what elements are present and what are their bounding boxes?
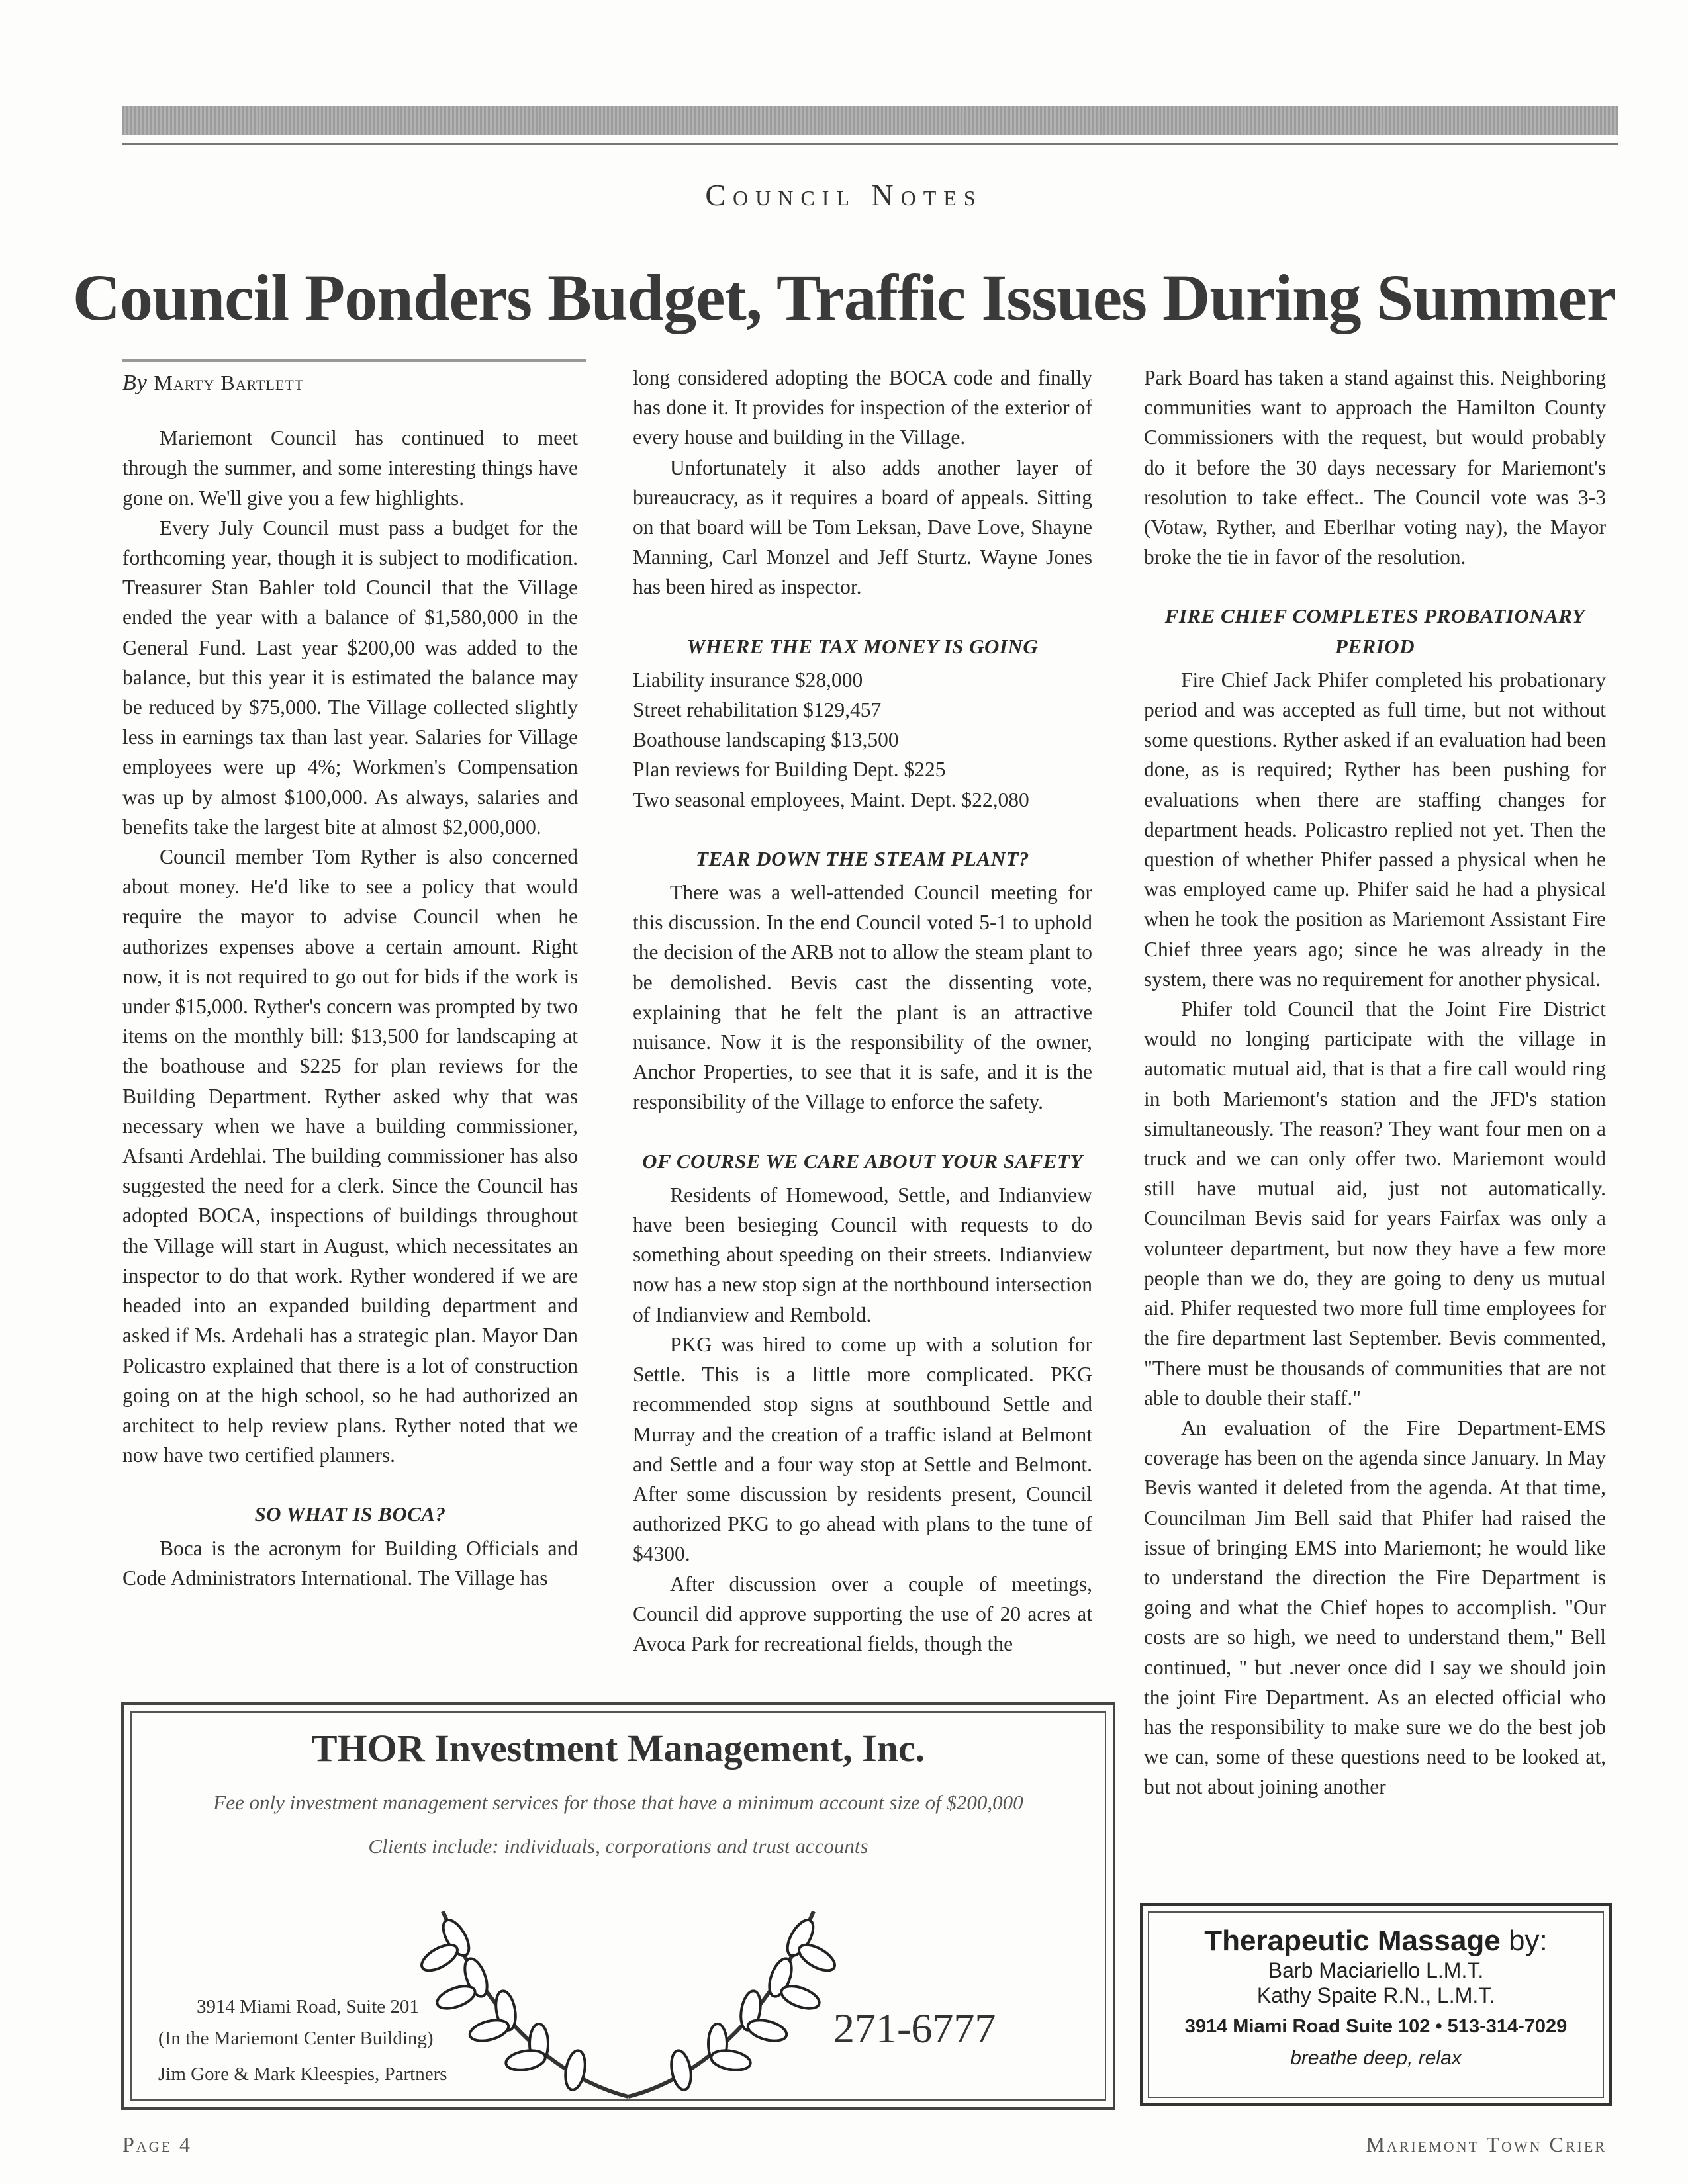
ad-massage-inner	[1148, 1911, 1604, 2098]
subheading-fire: FIRE CHIEF COMPLETES PROBATIONARY PERIOD	[1164, 604, 1585, 658]
ad-massage-name1: Barb Maciariello L.M.T.	[1268, 1958, 1484, 1982]
column-3	[1144, 363, 1606, 1802]
paragraph: PKG was hired to come up with a solution for Settle. This is a little more complicated. PKG recommended stop signs at southbound Settle and Murray and the creation of a traffic island at Belmont and Settle and a four way stop at Settle and Belmont. After some discussion by residents present, Council authorized PKG to go ahead with plans to the tune of $4300.	[633, 1332, 1092, 1566]
ad-massage	[1140, 1903, 1612, 2106]
paragraph: Every July Council must pass a budget for the forthcoming year, though it is subject to modification. Treasurer Stan Bahler told Council that the Village ended the year with a balance of $1,580,000 in the General Fund. Last year $200,00 was added to the balance, but this year it is estimated the balance may be reduced by $75,000. The Village collected slightly less in earnings tax than last year. Salaries for Village employees were up 4%; Workmen's Compensation was up by almost $100,000. As always, salaries and benefits take the largest bite at almost $2,000,000.	[122, 516, 578, 839]
subheading-steam: TEAR DOWN THE STEAM PLANT?	[696, 846, 1029, 870]
ad-massage-contact: 3914 Miami Road Suite 102 • 513-314-7029	[1184, 2016, 1568, 2037]
column-2	[633, 363, 1092, 1659]
paragraph: Unfortunately it also adds another layer of bureaucracy, as it requires a board of appeals. Sitting on that board will be Tom Leksan, Dave Love, Shayne Manning, Carl Monzel and Jeff Sturtz. Wayne Jones has been hired as inspector.	[633, 455, 1092, 599]
paragraph: An evaluation of the Fire Department-EMS coverage has been on the agenda since January. In May Bevis wanted it deleted from the agenda. At that time, Councilman Jim Bell said that Phifer had raised the issue of bringing EMS into Mariemont; he would like to understand the direction the Fire Department is going and what the Chief hopes to accomplish. "Our costs are so high, we need to understand them," Bell continued, " but .never once did I say we should join the joint Fire Department. As an elected official who has the responsibility to make sure we do the best job we can, some of these questions need to be looked at, but not about joining another	[1144, 1416, 1606, 1799]
subheading-tax: WHERE THE TAX MONEY IS GOING	[686, 634, 1039, 658]
paragraph: Park Board has taken a stand against this. Neighboring communities want to approach the Hamilton County Commissioners with the request, but would probably do it before the 30 days necessary for Mariemont's resolution to take effect.. The Council vote was 3-3 (Votaw, Ryther, and Eberlhar voting nay), the Mayor broke the tie in favor of the resolution.	[1144, 366, 1606, 569]
ad-thor-clients: Clients include: individuals, corporations and trust accounts	[368, 1835, 868, 1858]
tax-item: Liability insurance $28,000	[633, 668, 863, 692]
paragraph: Mariemont Council has continued to meet through the summer, and some interesting things have gone on. We'll give you a few highlights.	[122, 426, 578, 510]
ad-massage-title-rest: by:	[1500, 1925, 1548, 1957]
laurel-wreath-icon	[416, 1885, 840, 2103]
tax-item: Boathouse landscaping $13,500	[633, 728, 899, 752]
header-rule-bar	[122, 106, 1618, 135]
byline-author: Marty Bartlett	[154, 371, 305, 394]
subheading-boca: SO WHAT IS BOCA?	[254, 1502, 446, 1526]
ad-thor-inner	[130, 1711, 1106, 2101]
paragraph: Boca is the acronym for Building Officials and Code Administrators International. The Village has	[122, 1536, 578, 1590]
headline: Council Ponders Budget, Traffic Issues During Summer	[72, 261, 1616, 334]
tax-list	[633, 665, 1092, 815]
ad-massage-name2: Kathy Spaite R.N., L.M.T.	[1256, 1983, 1495, 2007]
byline	[122, 368, 578, 398]
header-rule-line	[122, 143, 1618, 145]
paragraph: There was a well-attended Council meeting for this discussion. In the end Council voted 5-1 to uphold the decision of the ARB not to allow the steam plant to be demolished. Bevis cast the dissenting vote, explaining that he felt the plant is an attractive nuisance. Now it is the responsibility of the owner, Anchor Properties, to see that it is safe, and it is the responsibility of the Village to enforce the safety.	[633, 881, 1092, 1114]
ad-thor-tagline: Fee only investment management services for those that have a minimum account size of $200,000	[213, 1791, 1023, 1814]
paragraph: Residents of Homewood, Settle, and Indianview have been besieging Council with requests to do something about speeding on their streets. Indianview now has a new stop sign at the northbound intersection of Indianview and Rembold.	[633, 1183, 1092, 1326]
ad-massage-title	[1149, 1925, 1603, 1958]
tax-item: Street rehabilitation $129,457	[633, 698, 882, 722]
publication-name: Mariemont Town Crier	[1366, 2132, 1607, 2156]
paragraph: After discussion over a couple of meetings, Council did approve supporting the use of 20 acres at Avoca Park for recreational fields, though the	[633, 1572, 1092, 1655]
ad-thor-address	[158, 1991, 447, 2090]
tax-item: Two seasonal employees, Maint. Dept. $22,080	[633, 788, 1029, 811]
paragraph: Council member Tom Ryther is also concerned about money. He'd like to see a policy that would require the mayor to advise Council when he authorizes expenses above a certain amount. Right now, it is not required to go out for bids if the work is under $15,000. Ryther's concern was prompted by two items on the monthly bill: $13,500 for landscaping at the boathouse and $225 for plan reviews for the Building Department. Ryther asked why that was necessary when we have a building commissioner, Afsanti Ardehlai. The building commissioner has also suggested the need for a clerk. Since the Council has adopted BOCA, inspections of buildings throughout the Village will start in August, which necessitates an inspector to do that work. Ryther wondered if we are headed into an expanded building department and asked if Ms. Ardehali has a strategic plan. Mayor Dan Policastro explained that there is a lot of construction going on at the high school, so he had authorized an architect to help review plans. Ryther noted that we now have two certified planners.	[122, 845, 578, 1467]
page-number: Page 4	[122, 2132, 193, 2156]
paragraph: long considered adopting the BOCA code and finally has done it. It provides for inspection of the exterior of every house and building in the Village.	[633, 366, 1092, 449]
paragraph: Phifer told Council that the Joint Fire District would no longing participate with the village in automatic mutual aid, that is that a fire call would ring in both Mariemont's station and the JFD's station simultaneously. The reason? They want four men on a truck and we can only offer two. Mariemont would still have mutual aid, just not automatically. Councilman Bevis said for years Fairfax was only a volunteer department, but now they have a few more people than we do, they are going to deny us mutual aid. Phifer requested two more full time employees for the fire department last September. Bevis commented, "There must be thousands of communities that are not able to double their staff."	[1144, 997, 1606, 1410]
tax-item: Plan reviews for Building Dept. $225	[633, 758, 946, 782]
subheading-safety: OF COURSE WE CARE ABOUT YOUR SAFETY	[642, 1149, 1083, 1173]
column-1	[122, 368, 578, 1593]
section-title: Council Notes	[705, 178, 983, 212]
ad-thor-address-line2: (In the Mariemont Center Building)	[158, 2028, 434, 2049]
paragraph: Fire Chief Jack Phifer completed his probationary period and was accepted as full time, but not without some questions. Ryther asked if an evaluation had been done, as is required; Ryther has been pushing for evaluations when there are staffing changes for department heads. Policastro replied not yet. Then the question of whether Phifer passed a physical when he was employed came up. Phifer said he had a physical when he took the position as Mariemont Assistant Fire Chief three years ago; since he was already in the system, there was no requirement for another physical.	[1144, 668, 1606, 991]
ad-massage-title-bold: Therapeutic Massage	[1204, 1925, 1501, 1957]
ad-massage-slogan: breathe deep, relax	[1290, 2047, 1462, 2069]
ad-thor-phone: 271-6777	[833, 2005, 996, 2052]
byline-by: By	[122, 371, 148, 395]
ad-thor	[121, 1702, 1115, 2110]
byline-rule	[122, 359, 586, 362]
ad-thor-address-line1: 3914 Miami Road, Suite 201	[197, 1996, 419, 2017]
ad-thor-partners: Jim Gore & Mark Kleespies, Partners	[158, 2064, 447, 2085]
ad-thor-title: THOR Investment Management, Inc.	[311, 1727, 925, 1770]
